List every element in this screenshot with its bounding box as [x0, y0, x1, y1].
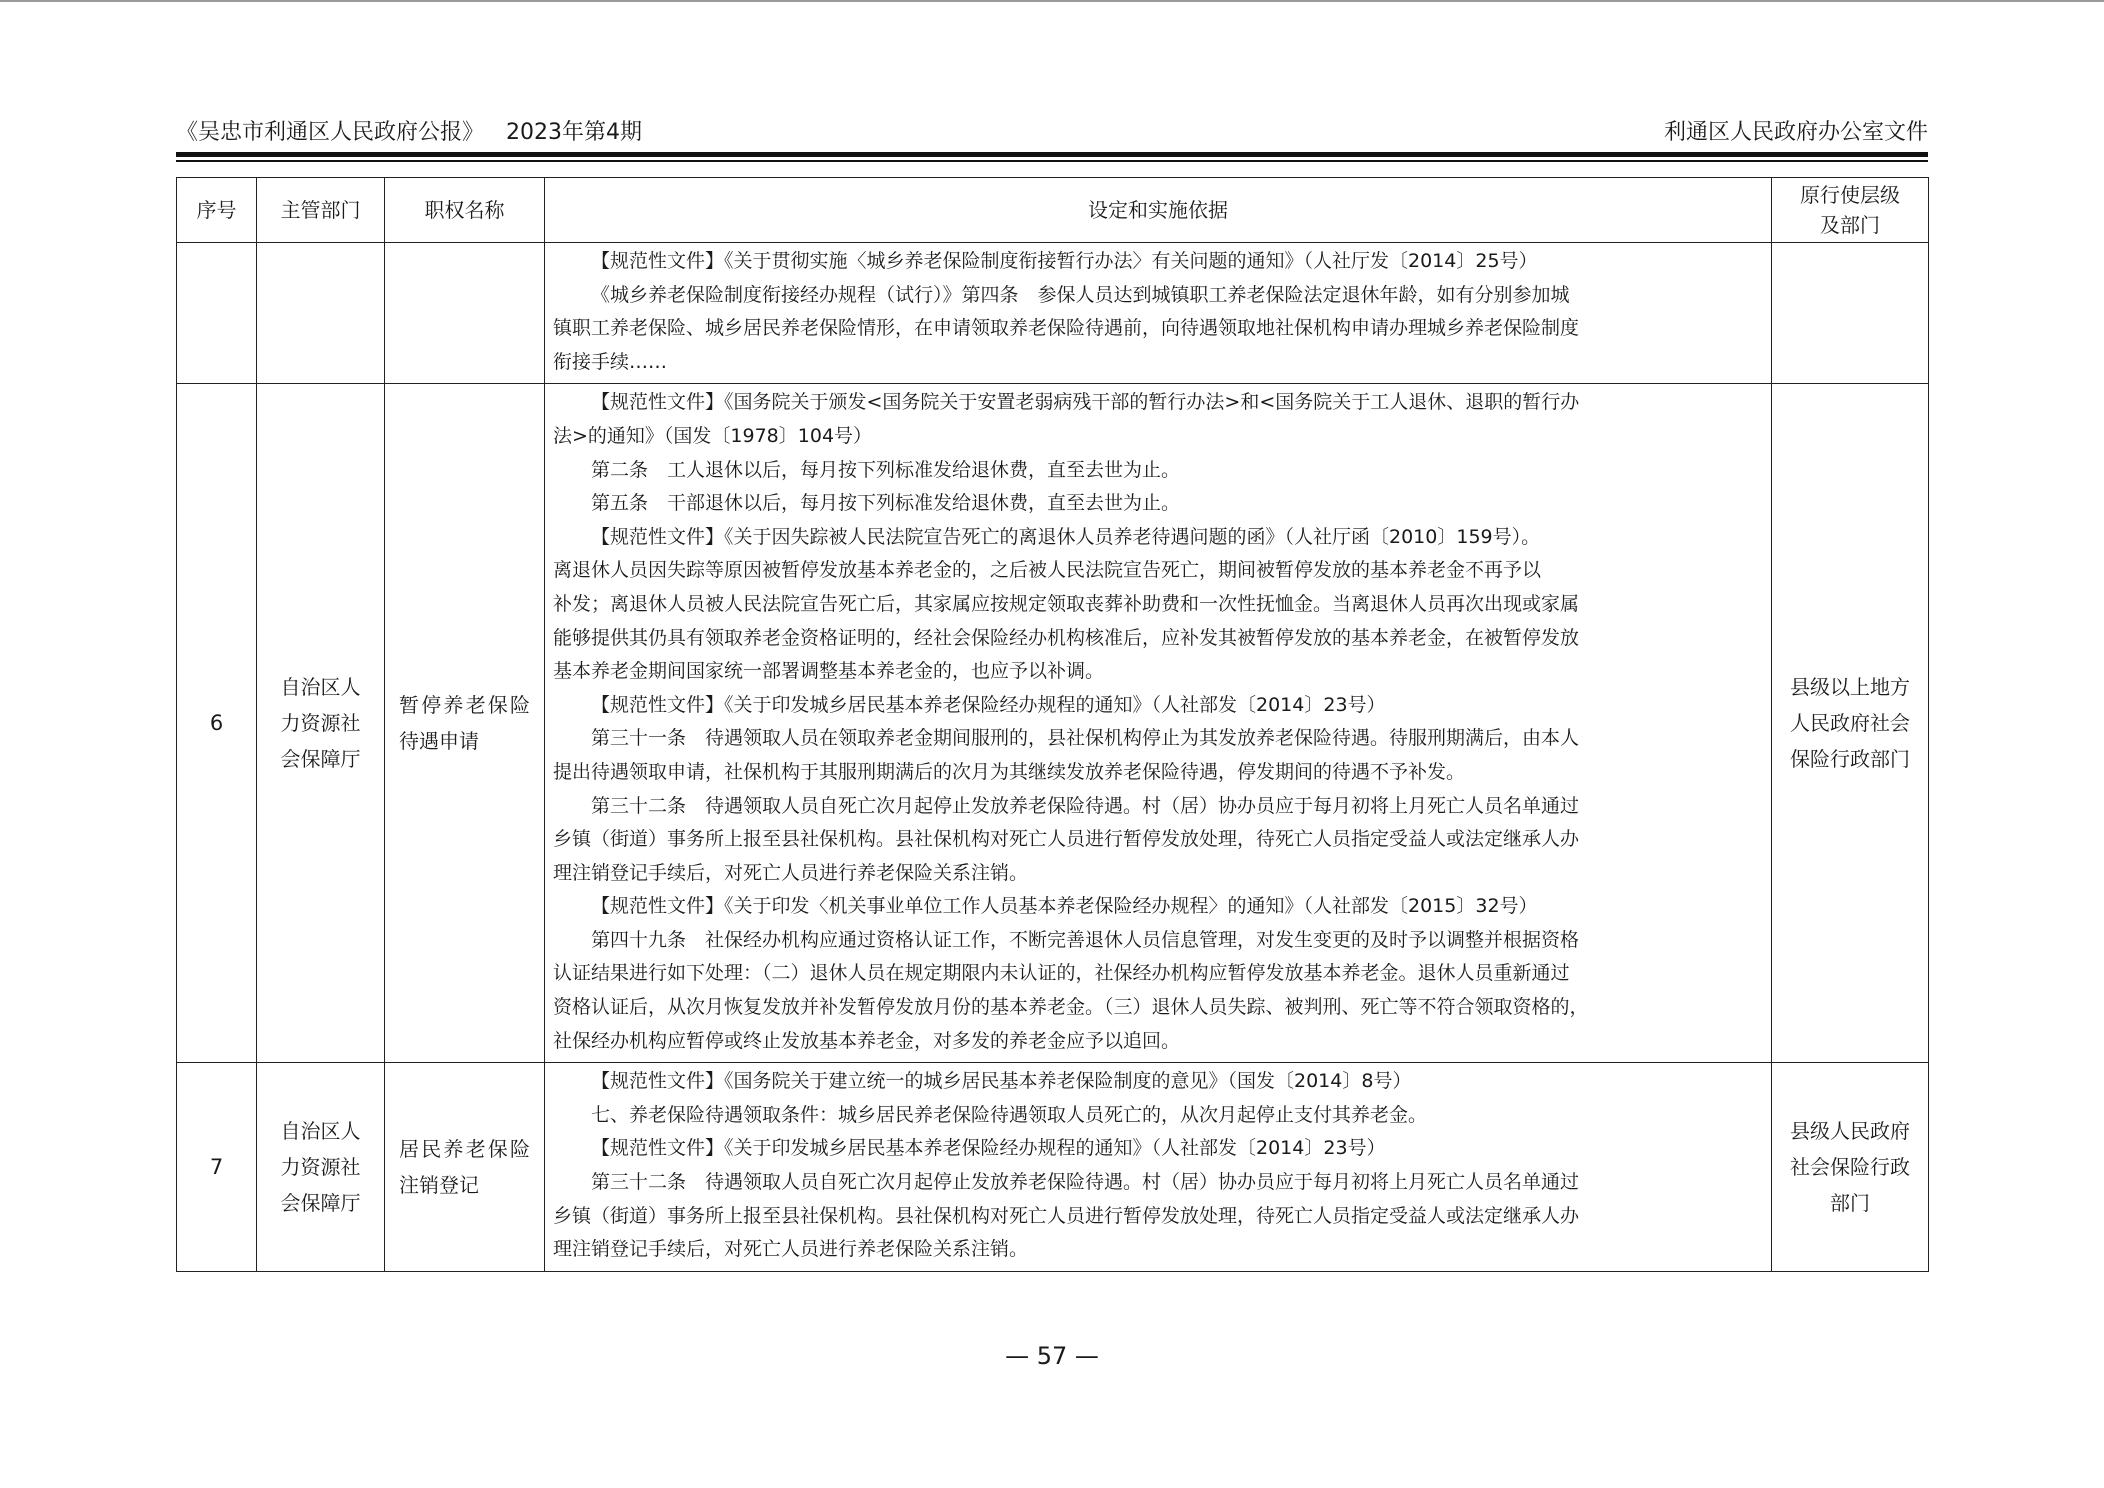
office-name: 利通区人民政府办公室文件	[1663, 120, 1928, 145]
basis-line: 衔接手续……	[553, 350, 668, 373]
basis-line: 第三十二条 待遇领取人员自死亡次月起停止发放养老保险待遇。村（居）协办员应于每月初将上月死亡人员名单通过	[591, 794, 1580, 817]
basis-cell	[545, 384, 1772, 1063]
header-rule-thin	[176, 160, 1928, 162]
basis-line: 第五条 干部退休以后，每月按下列标准发给退休费，直至去世为止。	[591, 492, 1181, 515]
authority-name-cell: 暂停养老保险待遇申请	[385, 384, 545, 1063]
basis-line: 乡镇（街道）事务所上报至县社保机构。县社保机构对死亡人员进行暂停发放处理，待死亡人员指定受益人或法定继承人办	[553, 828, 1580, 851]
level-cell: 县级人民政府社会保险行政部门	[1772, 1063, 1929, 1272]
basis-line: 【规范性文件】《国务院关于颁发<国务院关于安置老弱病残干部的暂行办法>和<国务院关于工人退休、退职的暂行办	[591, 391, 1580, 414]
department-cell: 自治区人力资源社会保障厅	[257, 1063, 385, 1272]
basis-line: 《城乡养老保险制度衔接经办规程（试行）》第四条 参保人员达到城镇职工养老保险法定退休年龄，如有分别参加城	[591, 283, 1570, 306]
basis-line: 【规范性文件】《关于贯彻实施〈城乡养老保险制度衔接暂行办法〉有关问题的通知》（人社厅发〔2014〕25号）	[591, 250, 1538, 272]
basis-line: 第四十九条 社保经办机构应通过资格认证工作，不断完善退休人员信息管理，对发生变更的及时予以调整并根据资格	[591, 928, 1580, 951]
department-cell	[257, 243, 385, 384]
col-header-dept: 主管部门	[257, 178, 385, 243]
authority-name-cell: 居民养老保险注销登记	[385, 1063, 545, 1272]
basis-line: 【规范性文件】《关于因失踪被人民法院宣告死亡的离退休人员养老待遇问题的函》（人社厅函〔2010〕159号）。	[591, 525, 1541, 548]
basis-line: 第二条 工人退休以后，每月按下列标准发给退休费，直至去世为止。	[591, 458, 1181, 481]
journal-title: 《吴忠市利通区人民政府公报》	[176, 120, 485, 145]
page-number: — 57 —	[1005, 1342, 1099, 1370]
col-header-num: 序号	[177, 178, 257, 243]
basis-line: 社保经办机构应暂停或终止发放基本养老金，对多发的养老金应予以追回。	[553, 1029, 1181, 1052]
issue-number: 2023年第4期	[506, 120, 643, 145]
level-cell	[1772, 243, 1929, 384]
basis-line: 【规范性文件】《国务院关于建立统一的城乡居民基本养老保险制度的意见》（国发〔2014〕8号）	[591, 1070, 1412, 1093]
basis-line: 提出待遇领取申请，社保机构于其服刑期满后的次月为其继续发放养老保险待遇，停发期间的待遇不予补发。	[553, 760, 1466, 783]
authority-name-cell	[385, 243, 545, 384]
table-header-row	[177, 178, 1929, 243]
basis-line: 法>的通知》（国发〔1978〕104号）	[553, 424, 873, 447]
col-header-basis: 设定和实施依据	[545, 178, 1772, 243]
page-top-border	[0, 0, 2104, 2]
basis-line: 理注销登记手续后，对死亡人员进行养老保险关系注销。	[553, 861, 1029, 884]
basis-line: 理注销登记手续后，对死亡人员进行养老保险关系注销。	[553, 1238, 1029, 1261]
page-header	[176, 108, 1928, 152]
basis-line: 乡镇（街道）事务所上报至县社保机构。县社保机构对死亡人员进行暂停发放处理，待死亡人员指定受益人或法定继承人办	[553, 1204, 1580, 1227]
department-cell: 自治区人力资源社会保障厅	[257, 384, 385, 1063]
row-number: 6	[177, 384, 257, 1063]
basis-line: 镇职工养老保险、城乡居民养老保险情形，在申请领取养老保险待遇前，向待遇领取地社保机构申请办理城乡养老保险制度	[553, 317, 1580, 340]
header-rule-thick	[176, 152, 1928, 157]
basis-line: 补发；离退休人员被人民法院宣告死亡后，其家属应按规定领取丧葬补助费和一次性抚恤金。当离退休人员再次出现或家属	[553, 592, 1580, 615]
basis-cell	[545, 243, 1772, 384]
row-number	[177, 243, 257, 384]
col-header-name: 职权名称	[385, 178, 545, 243]
basis-line: 能够提供其仍具有领取养老金资格证明的，经社会保险经办机构核准后，应补发其被暂停发放的基本养老金，在被暂停发放	[553, 626, 1580, 649]
table-row	[177, 243, 1929, 384]
table-row	[177, 384, 1929, 1063]
basis-line: 第三十二条 待遇领取人员自死亡次月起停止发放养老保险待遇。村（居）协办员应于每月初将上月死亡人员名单通过	[591, 1171, 1580, 1194]
level-cell: 县级以上地方人民政府社会保险行政部门	[1772, 384, 1929, 1063]
basis-line: 【规范性文件】《关于印发城乡居民基本养老保险经办规程的通知》（人社部发〔2014〕23号）	[591, 693, 1386, 716]
authority-table	[176, 177, 1929, 1272]
row-number: 7	[177, 1063, 257, 1272]
basis-line: 第三十一条 待遇领取人员在领取养老金期间服刑的，县社保机构停止为其发放养老保险待遇。待服刑期满后，由本人	[591, 727, 1580, 750]
col-header-level: 原行使层级及部门	[1772, 178, 1929, 243]
basis-line: 离退休人员因失踪等原因被暂停发放基本养老金的，之后被人民法院宣告死亡，期间被暂停发放的基本养老金不再予以	[553, 559, 1542, 582]
basis-line: 七、养老保险待遇领取条件：城乡居民养老保险待遇领取人员死亡的，从次月起停止支付其养老金。	[591, 1103, 1428, 1126]
basis-line: 认证结果进行如下处理：（二）退休人员在规定期限内未认证的，社保经办机构应暂停发放基本养老金。退休人员重新通过	[553, 962, 1570, 985]
basis-line: 基本养老金期间国家统一部署调整基本养老金的，也应予以补调。	[553, 660, 1105, 683]
basis-cell	[545, 1063, 1772, 1272]
header-left	[176, 115, 642, 146]
table-row	[177, 1063, 1929, 1272]
basis-line: 【规范性文件】《关于印发〈机关事业单位工作人员基本养老保险经办规程〉的通知》（人社部发〔2015〕32号）	[591, 895, 1538, 918]
basis-line: 资格认证后，从次月恢复发放并补发暂停发放月份的基本养老金。（三）退休人员失踪、被判刑、死亡等不符合领取资格的，	[553, 996, 1589, 1019]
basis-line: 【规范性文件】《关于印发城乡居民基本养老保险经办规程的通知》（人社部发〔2014〕23号）	[591, 1137, 1386, 1160]
